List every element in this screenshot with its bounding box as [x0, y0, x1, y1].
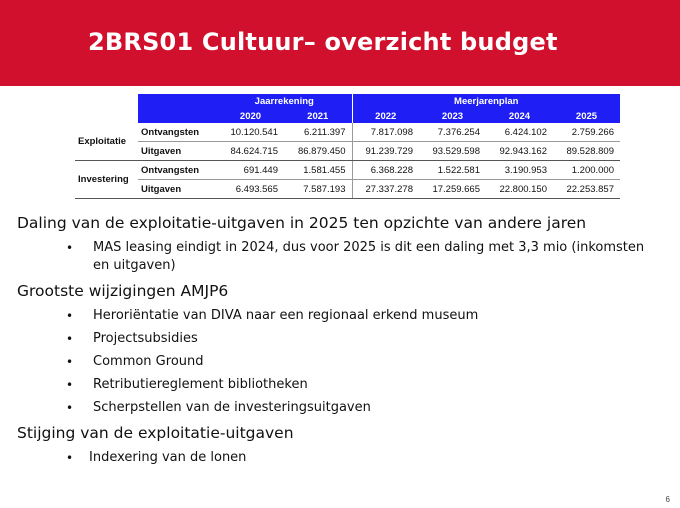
table-cell: 1.522.581 [419, 161, 486, 180]
bullet-icon: • [66, 241, 74, 255]
table-cell: 89.528.809 [553, 142, 620, 161]
table-cell: 7.587.193 [284, 180, 352, 199]
category-label: Exploitatie [75, 123, 138, 161]
table-cell: 7.817.098 [352, 123, 419, 142]
bullet-icon: • [66, 355, 74, 369]
table-row [75, 180, 620, 199]
table-row [75, 161, 620, 180]
row-label: Ontvangsten [138, 161, 217, 180]
slide-number: 6 [665, 495, 670, 504]
table-cell: 7.376.254 [419, 123, 486, 142]
table-cell: 17.259.665 [419, 180, 486, 199]
table-cell: 1.581.455 [284, 161, 352, 180]
table-cell: 6.368.228 [352, 161, 419, 180]
bullet-list [17, 449, 657, 467]
slide-body [17, 212, 657, 472]
heading-exploitatie-stijging: Stijging van de exploitatie-uitgaven [17, 424, 294, 442]
heading-wijzigingen: Grootste wijzigingen AMJP6 [17, 282, 229, 300]
table-cell: 22.253.857 [553, 180, 620, 199]
group-header-jaarrekening: Jaarrekening [217, 94, 352, 109]
table-cell: 92.943.162 [486, 142, 553, 161]
table-cell: 2.759.266 [553, 123, 620, 142]
list-item: • MAS leasing eindigt in 2024, dus voor 2025 is dit een daling met 3,3 mio (inkomsten en uitgaven) [66, 240, 645, 273]
category-label: Investering [75, 161, 138, 199]
year-header: 2020 [217, 109, 284, 123]
slide-header [0, 0, 680, 86]
table-cell: 22.800.150 [486, 180, 553, 199]
table-cell: 84.624.715 [217, 142, 284, 161]
list-item: • Retributiereglement bibliotheken [66, 377, 308, 392]
table-cell: 3.190.953 [486, 161, 553, 180]
bullet-icon: • [66, 332, 74, 346]
row-label: Uitgaven [138, 180, 217, 199]
slide-title: 2BRS01 Cultuur– overzicht budget [88, 28, 558, 56]
bullet-icon: • [66, 451, 74, 465]
table-cell: 27.337.278 [352, 180, 419, 199]
list-item: • Heroriëntatie van DIVA naar een regionaal erkend museum [66, 308, 479, 323]
table-cell: 1.200.000 [553, 161, 620, 180]
table-cell: 6.493.565 [217, 180, 284, 199]
table-cell: 93.529.598 [419, 142, 486, 161]
table-cell: 86.879.450 [284, 142, 352, 161]
year-header: 2021 [284, 109, 352, 123]
list-item: • Projectsubsidies [66, 331, 198, 346]
table-cell: 6.211.397 [284, 123, 352, 142]
year-header: 2023 [419, 109, 486, 123]
list-item: • Indexering van de lonen [66, 450, 247, 465]
bullet-icon: • [66, 378, 74, 392]
row-label: Uitgaven [138, 142, 217, 161]
year-header: 2024 [486, 109, 553, 123]
bullet-icon: • [66, 309, 74, 323]
year-header: 2022 [352, 109, 419, 123]
list-item: • Common Ground [66, 354, 204, 369]
bullet-list [17, 239, 657, 275]
table-cell: 6.424.102 [486, 123, 553, 142]
table-row [75, 123, 620, 142]
table-cell: 691.449 [217, 161, 284, 180]
row-label: Ontvangsten [138, 123, 217, 142]
bullet-list [17, 307, 657, 417]
list-item: • Scherpstellen van de investeringsuitgaven [66, 400, 371, 415]
bullet-icon: • [66, 401, 74, 415]
table-cell: 91.239.729 [352, 142, 419, 161]
table-row [75, 142, 620, 161]
group-header-meerjarenplan: Meerjarenplan [352, 94, 620, 109]
year-header: 2025 [553, 109, 620, 123]
table-cell: 10.120.541 [217, 123, 284, 142]
budget-table [75, 94, 620, 199]
heading-exploitatie-daling: Daling van de exploitatie-uitgaven in 2025 ten opzichte van andere jaren [17, 214, 587, 232]
